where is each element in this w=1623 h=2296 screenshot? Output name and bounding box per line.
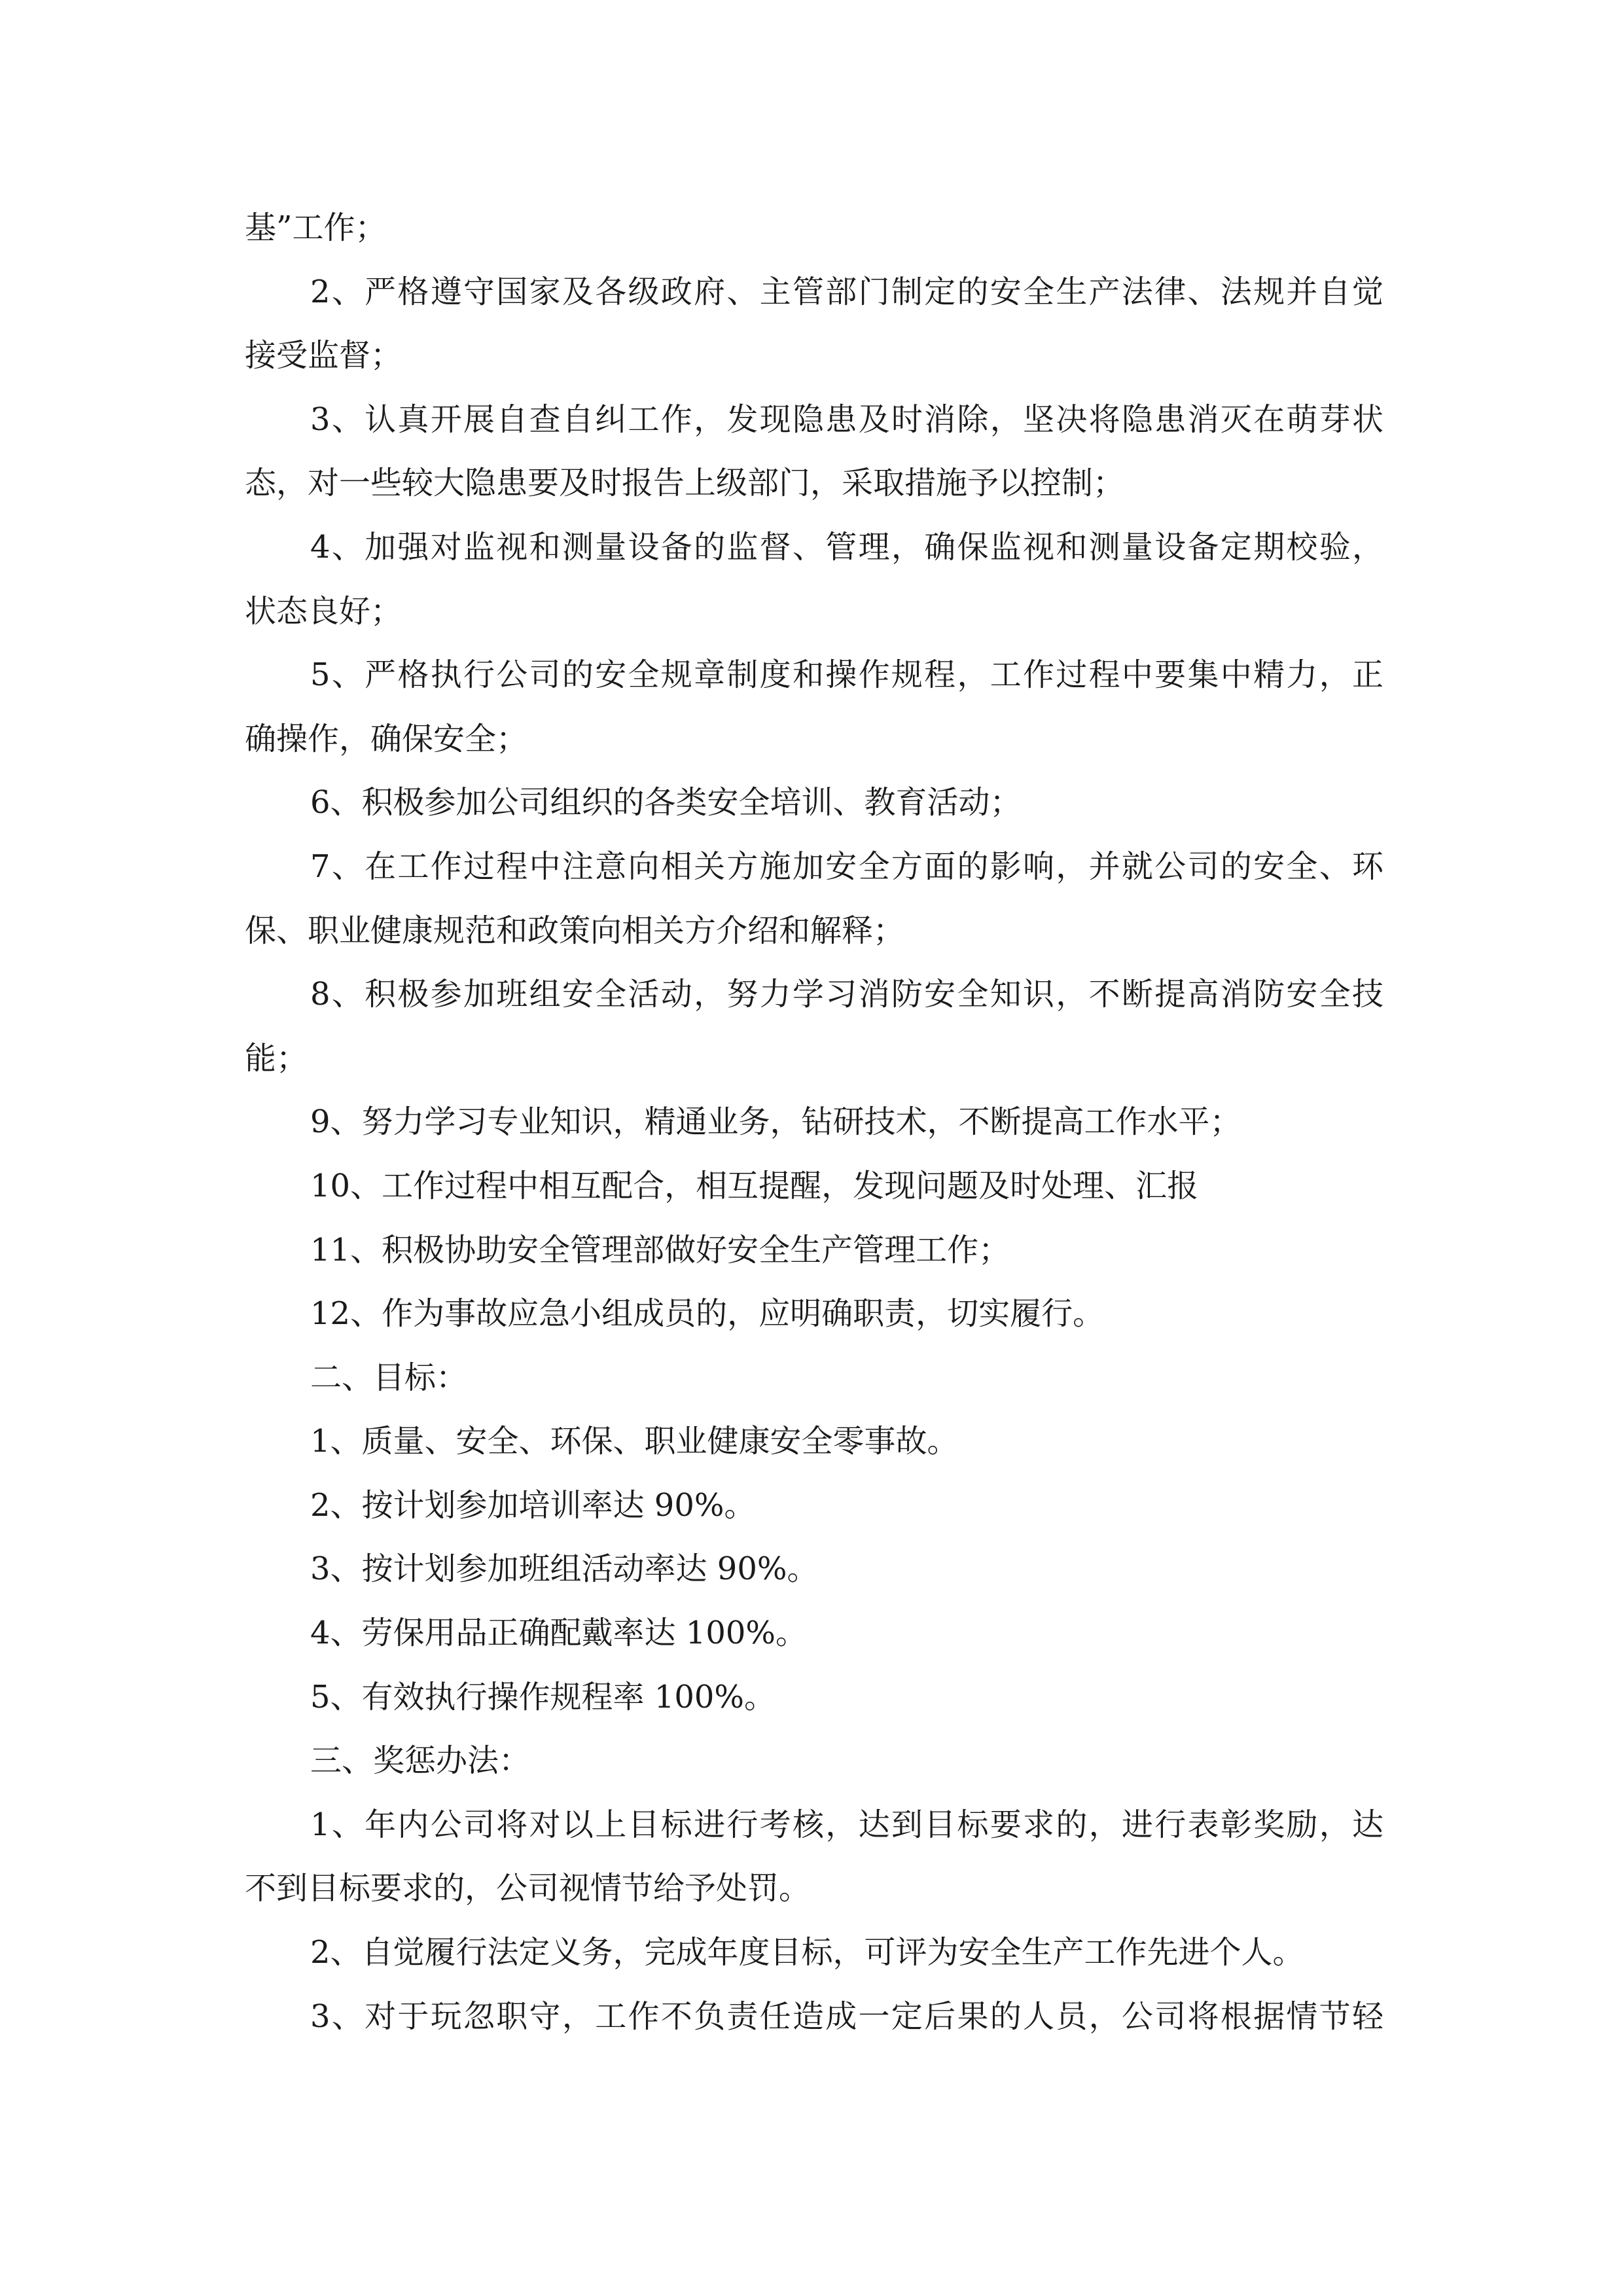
text-line-7: 状态良好； [245, 592, 402, 630]
text-line-11: 7、在工作过程中注意向相关方施加安全方面的影响，并就公司的安全、环 [310, 848, 1383, 885]
text-line-27: 不到目标要求的，公司视情节给予处罚。 [245, 1870, 811, 1907]
text-line-12: 保、职业健康规范和政策向相关方介绍和解释； [245, 912, 905, 949]
text-line-4: 3、认真开展自查自纠工作，发现隐患及时消除，坚决将隐患消灭在萌芽状 [310, 401, 1383, 438]
text-line-23: 4、劳保用品正确配戴率达 100%。 [310, 1615, 808, 1652]
text-line-2: 2、严格遵守国家及各级政府、主管部门制定的安全生产法律、法规并自觉 [310, 273, 1383, 310]
text-line-22: 3、按计划参加班组活动率达 90%。 [310, 1551, 819, 1588]
text-line-29: 3、对于玩忽职守，工作不负责任造成一定后果的人员，公司将根据情节轻 [310, 1998, 1383, 2035]
text-line-24: 5、有效执行操作规程率 100%。 [310, 1678, 776, 1715]
text-line-19: 二、目标： [310, 1359, 468, 1396]
text-line-20: 1、质量、安全、环保、职业健康安全零事故。 [310, 1423, 959, 1460]
text-line-26: 1、年内公司将对以上目标进行考核，达到目标要求的，进行表彰奖励，达 [310, 1806, 1383, 1843]
text-line-15: 9、努力学习专业知识，精通业务，钻研技术，不断提高工作水平； [310, 1103, 1241, 1141]
document-body [245, 196, 1383, 2049]
text-line-14: 能； [245, 1039, 308, 1077]
text-line-8: 5、严格执行公司的安全规章制度和操作规程，工作过程中要集中精力，正 [310, 656, 1383, 694]
text-line-28: 2、自觉履行法定义务，完成年度目标，可评为安全生产工作先进个人。 [310, 1934, 1304, 1971]
text-line-6: 4、加强对监视和测量设备的监督、管理，确保监视和测量设备定期校验， [310, 528, 1383, 565]
text-line-9: 确操作，确保安全； [245, 720, 528, 757]
text-line-16: 10、工作过程中相互配合，相互提醒，发现问题及时处理、汇报 [310, 1167, 1199, 1204]
text-line-18: 12、作为事故应急小组成员的，应明确职责，切实履行。 [310, 1295, 1105, 1333]
text-line-25: 三、奖惩办法： [310, 1742, 531, 1780]
text-line-21: 2、按计划参加培训率达 90%。 [310, 1486, 756, 1524]
text-line-10: 6、积极参加公司组织的各类安全培训、教育活动； [310, 784, 1022, 821]
text-line-3: 接受监督； [245, 337, 402, 374]
text-line-17: 11、积极协助安全管理部做好安全生产管理工作； [310, 1231, 1010, 1268]
text-line-13: 8、积极参加班组安全活动，努力学习消防安全知识，不断提高消防安全技 [310, 976, 1383, 1013]
text-line-5: 态，对一些较大隐患要及时报告上级部门，采取措施予以控制； [245, 465, 1125, 502]
text-line-1: 基”工作； [245, 209, 387, 246]
